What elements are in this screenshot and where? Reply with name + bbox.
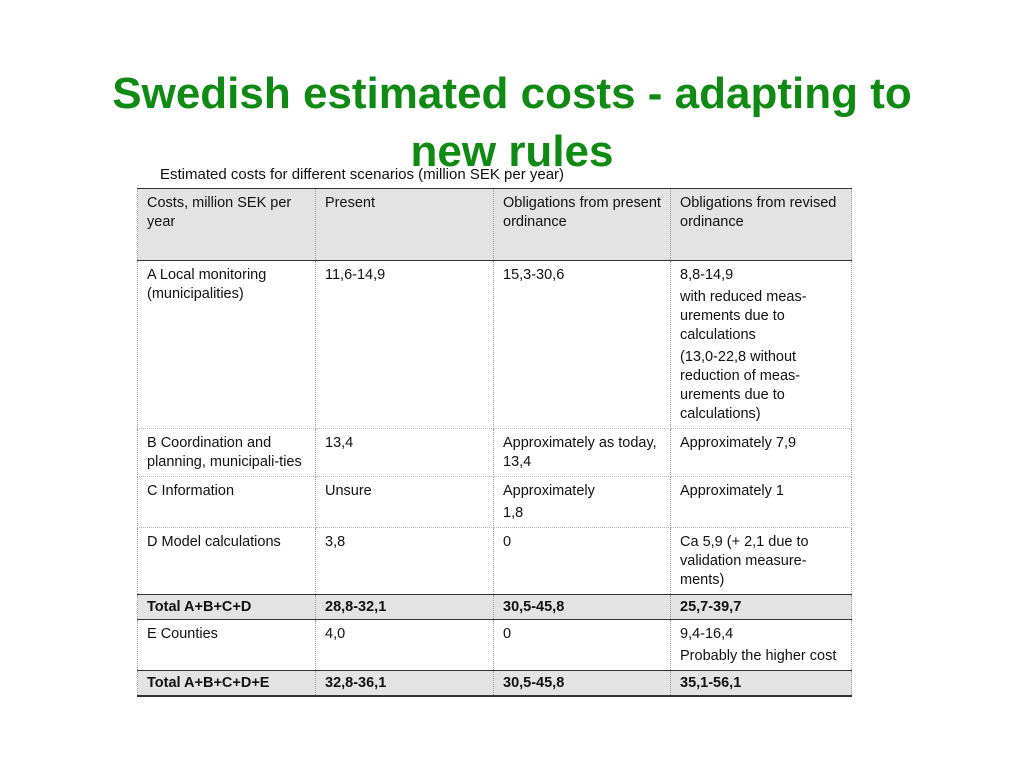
- page-title: [0, 65, 1024, 181]
- revised-ordinance-value: Approximately 1: [671, 477, 852, 528]
- revised-value-alt: (13,0-22,8 without reduction of meas-urements due to calculations): [680, 349, 801, 422]
- row-label: E Counties: [138, 620, 316, 671]
- present-ordinance-value: 30,5-45,8: [494, 595, 671, 620]
- column-header-revised-ordinance: Obligations from revised ordinance: [671, 189, 852, 261]
- present-value: 11,6-14,9: [316, 261, 494, 429]
- revised-ordinance-value: Ca 5,9 (+ 2,1 due to validation measure-ments): [671, 528, 852, 595]
- present-ordinance-value: 0: [494, 528, 671, 595]
- revised-ordinance-value: 25,7-39,7: [671, 595, 852, 620]
- present-value: 13,4: [316, 429, 494, 477]
- present-ordinance-value: 30,5-45,8: [494, 671, 671, 697]
- present-value: Unsure: [316, 477, 494, 528]
- row-label: Total A+B+C+D: [138, 595, 316, 620]
- row-label: D Model calculations: [138, 528, 316, 595]
- table-row-a: [138, 261, 852, 429]
- table-header-row: [138, 189, 852, 261]
- row-label: Total A+B+C+D+E: [138, 671, 316, 697]
- page-title-line-1: Swedish estimated costs - adapting to: [112, 69, 912, 119]
- page-title-line-2: new rules: [410, 127, 614, 177]
- present-value: 4,0: [316, 620, 494, 671]
- revised-value-note: with reduced meas-urements due to calculations: [680, 289, 807, 343]
- table-row-b: [138, 429, 852, 477]
- table-row-e: [138, 620, 852, 671]
- present-ordinance-value: [494, 477, 671, 528]
- present-value: 3,8: [316, 528, 494, 595]
- table-row-d: [138, 528, 852, 595]
- revised-ordinance-value: [671, 620, 852, 671]
- revised-ordinance-value: Approximately 7,9: [671, 429, 852, 477]
- table-caption: Estimated costs for different scenarios (million SEK per year): [160, 166, 565, 183]
- revised-ordinance-value: [671, 261, 852, 429]
- column-header-costs: Costs, million SEK per year: [138, 189, 316, 261]
- present-value: 32,8-36,1: [316, 671, 494, 697]
- present-ordinance-value: Approximately as today, 13,4: [494, 429, 671, 477]
- present-ordinance-value: 15,3-30,6: [494, 261, 671, 429]
- column-header-present-ordinance: Obligations from present ordinance: [494, 189, 671, 261]
- revised-value-range: 8,8-14,9: [680, 267, 734, 283]
- present-ordinance-number: 1,8: [503, 505, 524, 521]
- column-header-present: Present: [316, 189, 494, 261]
- present-value: 28,8-32,1: [316, 595, 494, 620]
- table-row-total-abcde: [138, 671, 852, 697]
- row-label: C Information: [138, 477, 316, 528]
- row-label: B Coordination and planning, municipali-ties: [138, 429, 316, 477]
- revised-value-note: Probably the higher cost: [680, 648, 837, 664]
- present-ordinance-text: Approximately: [503, 483, 595, 499]
- table-row-total-abcd: [138, 595, 852, 620]
- costs-table: [137, 188, 852, 697]
- row-label: A Local monitoring (municipalities): [138, 261, 316, 429]
- table-row-c: [138, 477, 852, 528]
- revised-value-range: 9,4-16,4: [680, 626, 734, 642]
- present-ordinance-value: 0: [494, 620, 671, 671]
- revised-ordinance-value: 35,1-56,1: [671, 671, 852, 697]
